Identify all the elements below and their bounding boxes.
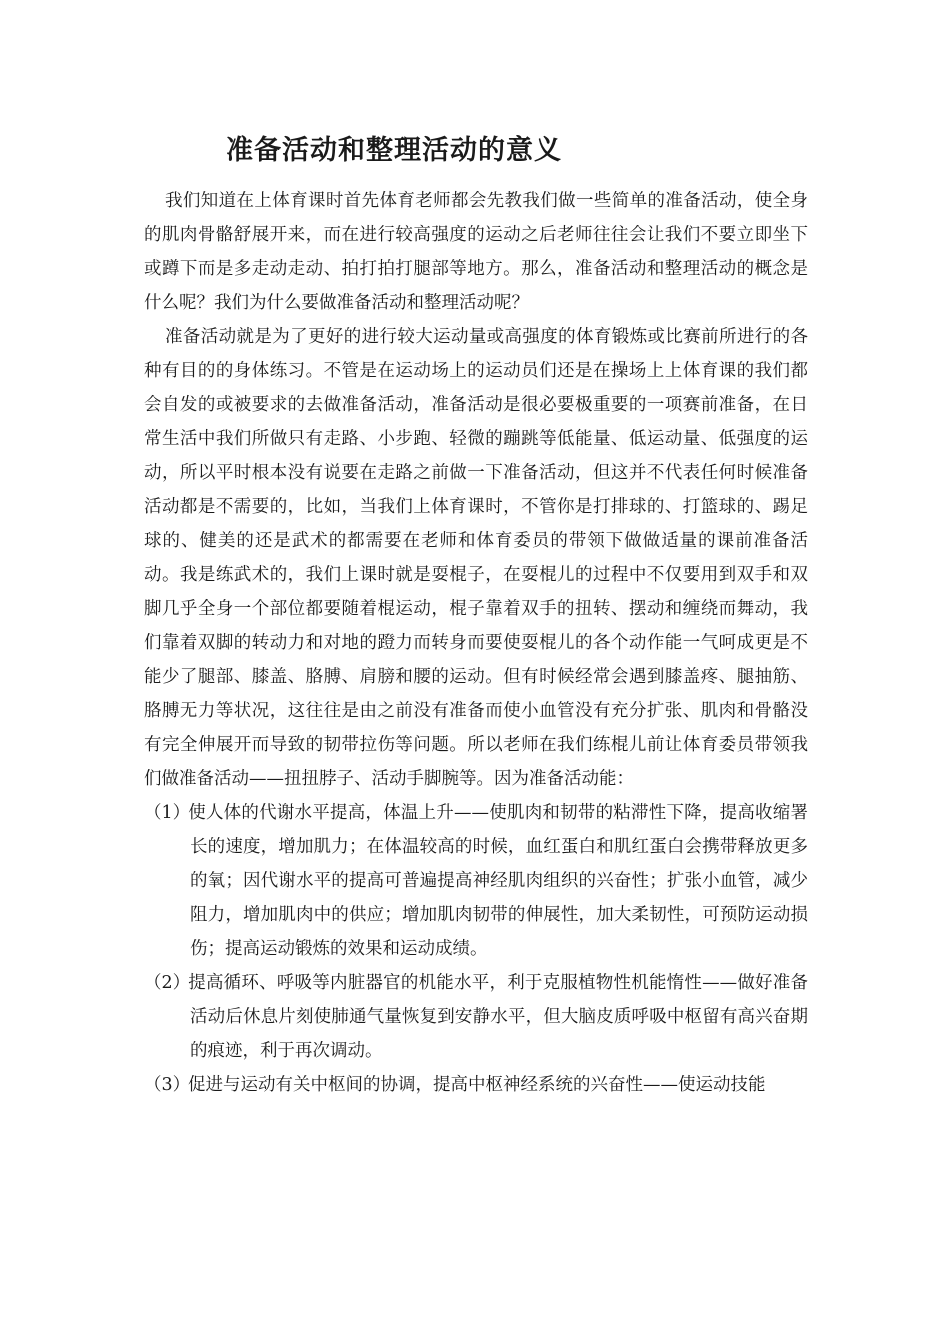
- list-item-number: （3）: [144, 1075, 191, 1095]
- page-title: 准备活动和整理活动的意义: [226, 135, 562, 166]
- list-item-text: 提高循环、呼吸等内脏器官的机能水平，利于克服植物性机能惰性——做好准备活动后休息片刻使肺通气量恢复到安静水平，但大脑皮质呼吸中枢留有高兴奋期的痕迹，利于再次调动。: [188, 973, 808, 1061]
- paragraph-intro: 我们知道在上体育课时首先体育老师都会先教我们做一些简单的准备活动，使全身的肌肉骨骼舒展开来，而在进行较高强度的运动之后老师往往会让我们不要立即坐下或蹲下而是多走动走动、拍打拍打腿部等地方。那么，准备活动和整理活动的概念是什么呢？我们为什么要做准备活动和整理活动呢？: [144, 191, 808, 313]
- list-item-number: （1）: [144, 803, 191, 823]
- list-item-text: 使人体的代谢水平提高，体温上升——使肌肉和韧带的粘滞性下降，提高收缩署长的速度，增加肌力；在体温较高的时候，血红蛋白和肌红蛋白会携带释放更多的氧；因代谢水平的提高可普遍提高神经肌肉组织的兴奋性；扩张小血管，减少阻力，增加肌肉中的供应；增加肌肉韧带的伸展性，加大柔韧性，可预防运动损伤；提高运动锻炼的效果和运动成绩。: [188, 803, 808, 959]
- list-item-number: （2）: [144, 973, 191, 993]
- list-item: [144, 1068, 808, 1102]
- list-item: [144, 966, 808, 1068]
- document-body: [144, 184, 808, 1102]
- paragraph-warmup-definition: 准备活动就是为了更好的进行较大运动量或高强度的体育锻炼或比赛前所进行的各种有目的的身体练习。不管是在运动场上的运动员们还是在操场上上体育课的我们都会自发的或被要求的去做准备活动，准备活动是很必要极重要的一项赛前准备，在日常生活中我们所做只有走路、小步跑、轻微的蹦跳等低能量、低运动量、低强度的运动，所以平时根本没有说要在走路之前做一下准备活动，但这并不代表任何时候准备活动都是不需要的，比如，当我们上体育课时，不管你是打排球的、打篮球的、踢足球的、健美的还是武术的都需要在老师和体育委员的带领下做做适量的课前准备活动。我是练武术的，我们上课时就是耍棍子，在耍棍儿的过程中不仅要用到双手和双脚几乎全身一个部位都要随着棍运动，棍子靠着双手的扭转、摆动和缠绕而舞动，我们靠着双脚的转动力和对地的蹬力而转身而要使耍棍儿的各个动作能一气呵成更是不能少了腿部、膝盖、胳膊、肩膀和腰的运动。但有时候经常会遇到膝盖疼、腿抽筋、胳膊无力等状况，这往往是由之前没有准备而使小血管没有充分扩张、肌肉和骨骼没有完全伸展开而导致的韧带拉伤等问题。所以老师在我们练棍儿前让体育委员带领我们做准备活动——扭扭脖子、活动手脚腕等。因为准备活动能：: [144, 327, 808, 789]
- list-item: [144, 796, 808, 966]
- list-item-text: 促进与运动有关中枢间的协调，提高中枢神经系统的兴奋性——使运动技能: [188, 1075, 766, 1095]
